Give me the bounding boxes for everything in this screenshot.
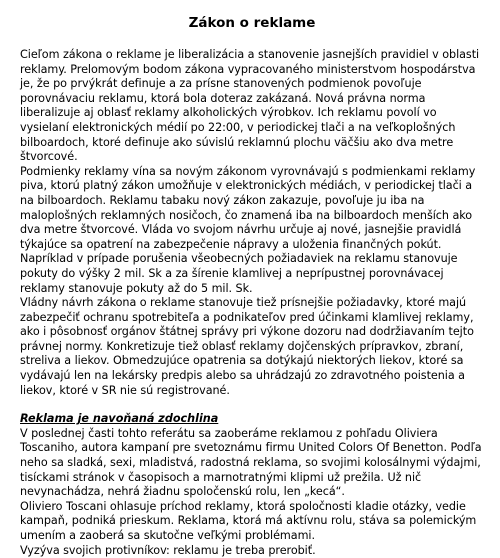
- paragraph-toscani-call: Vyzýva svojich protivníkov: reklamu je treba prerobiť.: [20, 543, 316, 557]
- section-heading: Reklama je navoňaná zdochlina: [20, 412, 219, 426]
- paragraph-toscani-announcement: Oliviero Toscani ohlasuje príchod reklamy, ktorá spoločnosti kladie otázky, vedie kampaň, podniká prieskum. Reklama, ktorá má aktívnu rolu, stáva sa polemickým umením a zaoberá sa skutočne veľkými problémami.: [20, 499, 477, 542]
- document-title: Zákon o reklame: [188, 15, 316, 31]
- paragraph-wine-tobacco: Podmienky reklamy vína sa novým zákonom vyrovnávajú s podmienkami reklamy piva, ktorú platný zákon umožňuje v elektronických médiách, v periodickej tlači a na bilboardoch. Reklamu tabaku nový zákon zakazuje, povoľuje ju iba na maloplošných reklamných nosičoch, čo znamená iba na bilboardoch menších ako dva metre štvorcové. Vláda vo svojom návrhu určuje aj nové, jasnejšie pravidlá týkajúce sa opatrení na zabezpečenie nápravy a uloženia finančných pokút. Napríklad v prípade porušenia všeobecných požiadaviek na reklamu stanovuje pokuty do výšky 2 mil. Sk a za šírenie klamlivej a neprípustnej porovnávacej reklamy stanovuje pokuty až do 5 mil. Sk.: [20, 164, 476, 295]
- paragraph-consumer-protection: Vládny návrh zákona o reklame stanovuje tiež prísnejšie požiadavky, ktoré majú zabezpečiť ochranu spotrebiteľa a podnikateľov pred účinkami klamlivej reklamy, ako i pôsobnosť orgánov štátnej správy pri výkone dozoru nad dodržiavaním tejto právnej normy. Konkretizuje tiež oblasť reklamy dojčenských prípravkov, zbraní, streliva a liekov. Obmedzujúce opatrenia sa dotýkajú niektorých liekov, ktoré sa vydávajú len na lekársky predpis alebo sa uhrádzajú zo zdravotného poistenia a liekov, ktoré v SR nie sú registrované.: [20, 296, 474, 397]
- paragraph-toscani-view: V poslednej časti tohto referátu sa zaoberáme reklamou z pohľadu Oliviera Toscaniho, autora kampaní pre svetoznámu firmu United Colors Of Benetton. Podľa neho sa sladká, sexi, mladistvá, radostná reklama, so svojimi kolosálnymi výdajmi, tisíckami stránok v časopisoch a marnotratnými klipmi už prežila. Už nič nevynachádza, nehrá žiadnu spoločenskú rolu, len „kecá“.: [20, 426, 482, 499]
- section-spacer: [20, 398, 484, 412]
- document-page: [20, 14, 484, 558]
- paragraph-intro: Cieľom zákona o reklame je liberalizácia a stanovenie jasnejších pravidiel v oblasti reklamy. Prelomovým bodom zákona vypracovaného ministerstvom hospodárstva je, že po prvýkrát definuje a za prísne stanovených podmienok povoľuje porovnávaciu reklamu, ktorá bola doteraz zakázaná. Nová právna norma liberalizuje aj oblasť reklamy alkoholických výrobkov. Ich reklamu povolí vo vysielaní elektronických médií po 22:00, v periodickej tlači a na veľkoplošných bilboardoch, ktoré definuje ako súvislú reklamnú plochu väčšiu ako dva metre štvorcové.: [20, 48, 480, 164]
